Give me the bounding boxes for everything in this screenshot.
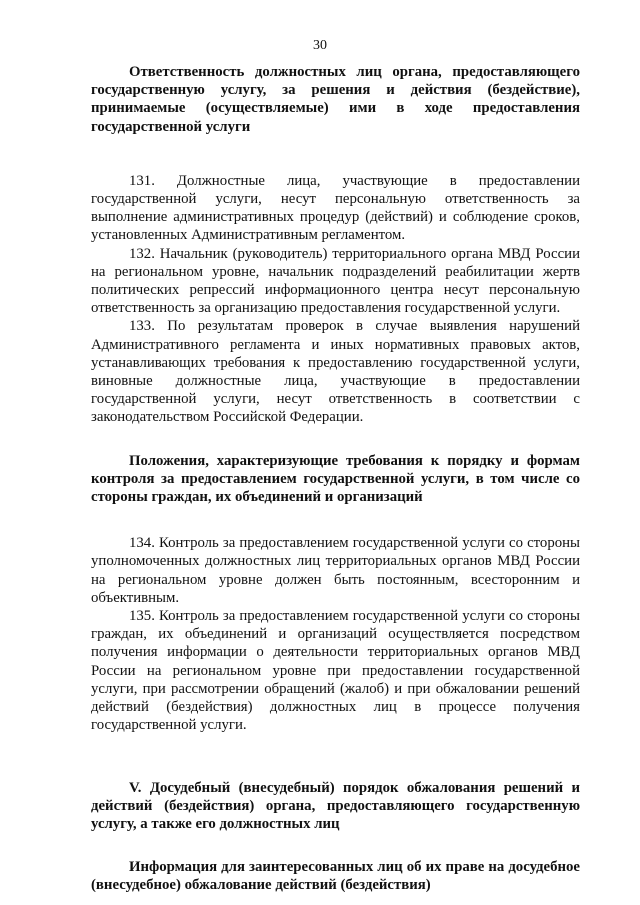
section-heading-responsibility: Ответственность должностных лиц органа, предоставляющего государственную услугу, за решения и действия (бездействие), принимаемые (осуществляемые) ими в ходе предоставления государственной услуги [91, 64, 580, 135]
section-heading-appeal: V. Досудебный (внесудебный) порядок обжалования решений и действий (бездействия) органа, предоставляющего государственную услугу, а также его должностных лиц [91, 779, 580, 832]
paragraph-134: 134. Контроль за предоставлением государственной услуги со стороны уполномоченных должностных лиц территориальных органов МВД России на региональном уровне должен быть постоянным, всесторонним и объективным. [91, 535, 580, 606]
paragraph-133: 133. По результатам проверок в случае выявления нарушений Административного регламента и иных нормативных правовых актов, устанавливающих требования к предоставлению государственной услуги, виновные должностные лица, участвующие в предоставлении государственной услуги, несут ответственность в соответствии с законодательством Российской Федерации. [91, 318, 580, 426]
paragraph-135: 135. Контроль за предоставлением государственной услуги со стороны граждан, их объединений и организаций осуществляется посредством получения информации о деятельности территориальных органов МВД России на региональном уровне при предоставлении государственной услуги, при рассмотрении обращений (жалоб) и при обжаловании решений действий (бездействия) должностных лиц в процессе получения государственной услуги. [91, 608, 580, 734]
spacer [91, 427, 580, 452]
spacer [91, 506, 580, 534]
document-body [91, 63, 580, 895]
section-heading-control: Положения, характеризующие требования к порядку и формам контроля за предоставлением государственной услуги, в том числе со стороны граждан, их объединений и организаций [91, 452, 580, 506]
paragraph-131: 131. Должностные лица, участвующие в предоставлении государственной услуги, несут персональную ответственность за выполнение административных процедур (действий) и соблюдение сроков, установленных Административным регламентом. [91, 172, 580, 244]
spacer [91, 136, 580, 172]
page-number: 30 [313, 38, 327, 53]
paragraph-132: 132. Начальник (руководитель) территориального органа МВД России на региональном уровне, начальник подразделений реабилитации жертв политических репрессий информационного центра несут персональную ответственность за организацию предоставления государственной услуги. [91, 245, 580, 317]
subsection-heading-appeal-info: Информация для заинтересованных лиц об их праве на досудебное (внесудебное) обжалование действий (бездействия) [91, 859, 580, 894]
spacer [91, 735, 580, 779]
spacer [91, 833, 580, 858]
